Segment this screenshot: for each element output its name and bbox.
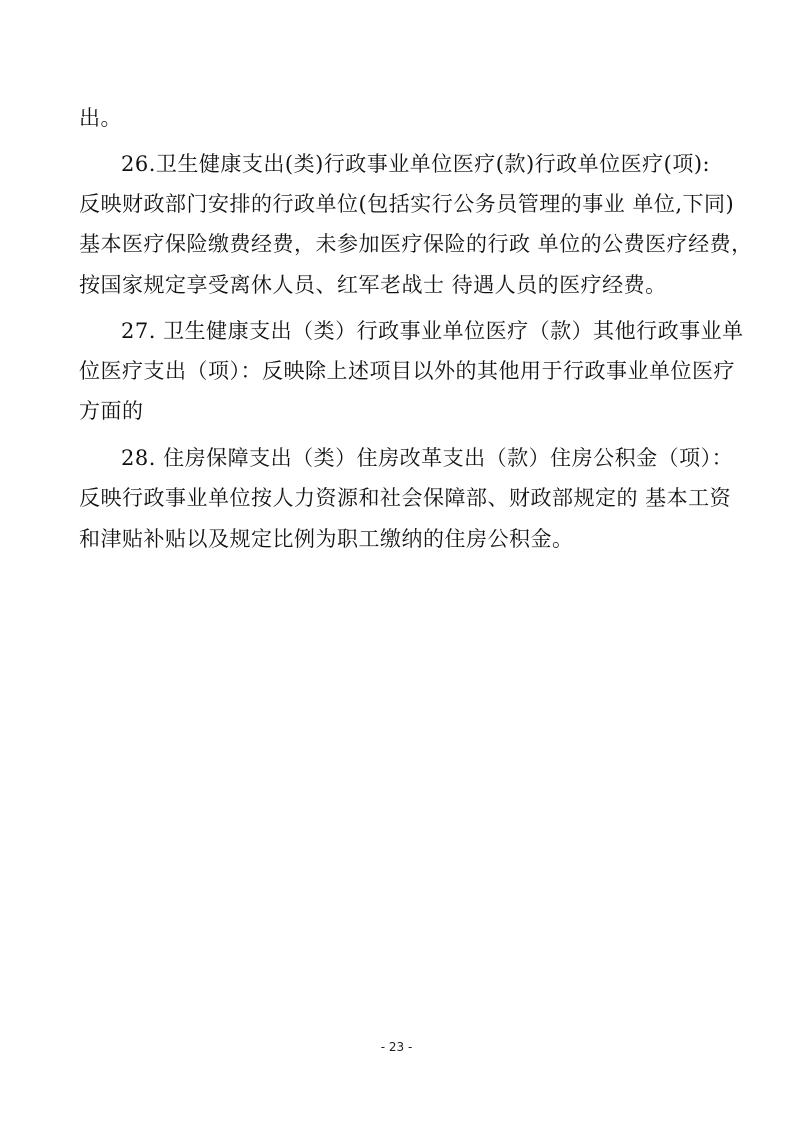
item-26-text-line-3: 按国家规定享受离休人员、红军老战士 待遇人员的医疗经费。	[79, 273, 667, 297]
page-number: - 23 -	[380, 1040, 413, 1054]
item-27-text-line-2: 方面的	[79, 399, 144, 423]
item-28-text-line-2: 和津贴补贴以及规定比例为职工缴纳的住房公积金。	[79, 527, 574, 551]
paragraph-25-tail: 出。	[79, 106, 122, 130]
item-26-text-line-1: 反映财政部门安排的行政单位(包括实行公务员管理的事业 单位,下同)	[79, 192, 735, 216]
item-27-heading: 27. 卫生健康支出（类）行政事业单位医疗（款）其他行政事业单	[121, 319, 744, 343]
item-28-heading: 28. 住房保障支出（类）住房改革支出（款）住房公积金（项）：	[121, 446, 734, 470]
item-26-text-line-2: 基本医疗保险缴费经费，未参加医疗保险的行政 单位的公费医疗经费，	[79, 232, 753, 256]
item-26-heading: 26.卫生健康支出(类)行政事业单位医疗(款)行政单位医疗(项):	[121, 152, 711, 176]
item-27-text-line-1: 位医疗支出（项）：反映除上述项目以外的其他用于行政事业单位医疗	[79, 359, 735, 383]
item-28-text-line-1: 反映行政事业单位按人力资源和社会保障部、财政部规定的 基本工资	[79, 486, 732, 510]
